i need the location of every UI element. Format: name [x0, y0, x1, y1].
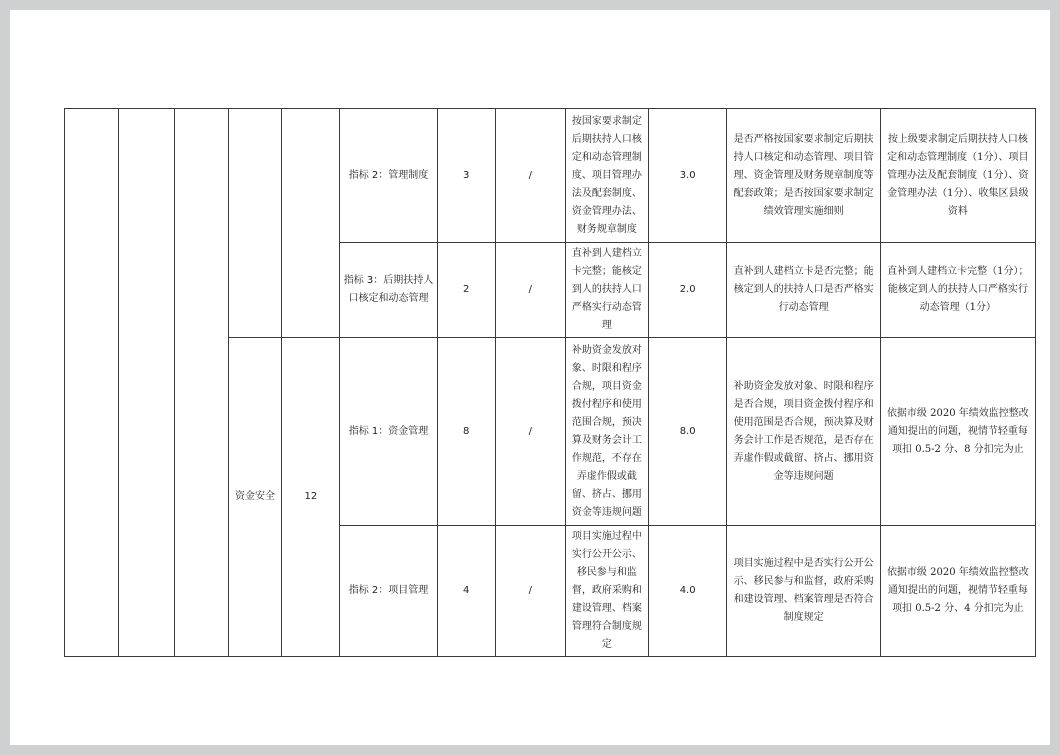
result-cell: 2.0 [648, 243, 727, 338]
criteria-cell: 依据市级 2020 年绩效监控整改通知提出的问题，视情节轻重每项扣 0.5-2 分、8 分扣完为止 [880, 338, 1035, 526]
standard-cell: 项目实施过程中实行公开公示、移民参与和监督，政府采购和建设管理、档案管理符合制度规定 [566, 526, 649, 657]
indicator-cell: 指标 1：资金管理 [340, 338, 437, 526]
blank-cell [282, 109, 340, 338]
score-cell: 4 [437, 526, 495, 657]
score-cell: 8 [437, 338, 495, 526]
blank-cell [118, 109, 174, 657]
result-cell: 8.0 [648, 338, 727, 526]
score-cell: 3 [437, 109, 495, 243]
table-row [65, 109, 1036, 243]
method-cell: 直补到人建档立卡是否完整；能核定到人的扶持人口是否严格实行动态管理 [727, 243, 880, 338]
evaluation-table [64, 108, 1036, 657]
standard-cell: 直补到人建档立卡完整；能核定到人的扶持人口严格实行动态管理 [566, 243, 649, 338]
result-cell: 3.0 [648, 109, 727, 243]
slash-cell: / [495, 338, 565, 526]
criteria-cell: 按上级要求制定后期扶持人口核定和动态管理制度（1分）、项目管理办法及配套制度（1分）、资金管理办法（1分）、收集区县级资料 [880, 109, 1035, 243]
indicator-cell: 指标 2：项目管理 [340, 526, 437, 657]
standard-cell: 补助资金发放对象、时限和程序合规，项目资金拨付程序和使用范围合规，预决算及财务会计工作规范，不存在弄虚作假或截留、挤占、挪用资金等违规问题 [566, 338, 649, 526]
criteria-cell: 依据市级 2020 年绩效监控整改通知提出的问题，视情节轻重每项扣 0.5-2 分、4 分扣完为止 [880, 526, 1035, 657]
standard-cell: 按国家要求制定后期扶持人口核定和动态管理制度、项目管理办法及配套制度、资金管理办法、财务规章制度 [566, 109, 649, 243]
blank-cell [65, 109, 119, 657]
document-page [10, 10, 1050, 745]
indicator-cell: 指标 2：管理制度 [340, 109, 437, 243]
slash-cell: / [495, 526, 565, 657]
group-weight-cell: 12 [282, 338, 340, 657]
result-cell: 4.0 [648, 526, 727, 657]
blank-cell [228, 109, 282, 338]
method-cell: 项目实施过程中是否实行公开公示、移民参与和监督，政府采购和建设管理、档案管理是否符合制度规定 [727, 526, 880, 657]
slash-cell: / [495, 243, 565, 338]
blank-cell [174, 109, 228, 657]
criteria-cell: 直补到人建档立卡完整（1分）；能核定到人的扶持人口严格实行动态管理（1分） [880, 243, 1035, 338]
score-cell: 2 [437, 243, 495, 338]
group-name-cell: 资金安全 [228, 338, 282, 657]
indicator-cell: 指标 3：后期扶持人口核定和动态管理 [340, 243, 437, 338]
method-cell: 是否严格按国家要求制定后期扶持人口核定和动态管理、项目管理、资金管理及财务规章制度等配套政策；是否按国家要求制定绩效管理实施细则 [727, 109, 880, 243]
method-cell: 补助资金发放对象、时限和程序是否合规，项目资金拨付程序和使用范围是否合规，预决算及财务会计工作是否规范，是否存在弄虚作假或截留、挤占、挪用资金等违规问题 [727, 338, 880, 526]
slash-cell: / [495, 109, 565, 243]
